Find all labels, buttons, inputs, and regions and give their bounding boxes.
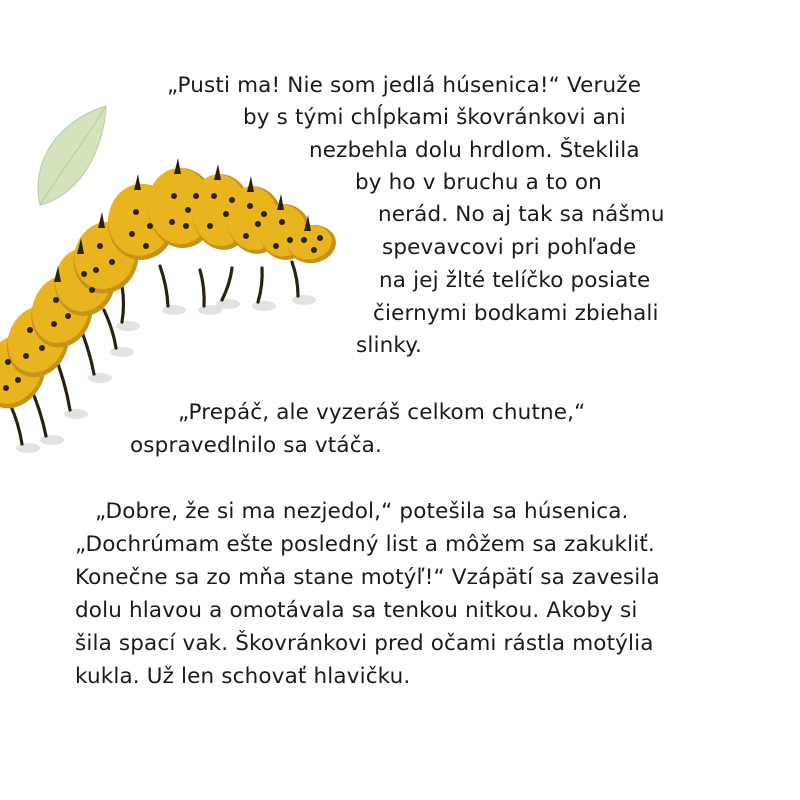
text-line: by ho v bruchu a to on — [355, 170, 602, 195]
caterpillar-illustration — [0, 0, 360, 460]
text-line: na jej žlté telíčko posiate — [379, 268, 651, 293]
text-line: nezbehla dolu hrdlom. Šteklila — [309, 138, 640, 163]
text-line: kukla. Už len schovať hlavičku. — [75, 664, 411, 689]
text-line: by s tými chĺpkami škovránkovi ani — [243, 105, 626, 130]
text-line: dolu hlavou a omotávala sa tenkou nitkou. Akoby si — [75, 598, 638, 623]
text-line: slinky. — [356, 333, 423, 358]
text-line: Konečne sa zo mňa stane motýľ!“ Vzápätí sa zavesila — [75, 565, 660, 590]
text-line: „Pusti ma! Nie som jedlá húsenica!“ Veruže — [167, 73, 642, 98]
text-line: ospravedlnilo sa vtáča. — [130, 433, 382, 458]
text-line: „Dobre, že si ma nezjedol,“ potešila sa húsenica. — [95, 499, 629, 524]
text-line: „Prepáč, ale vyzeráš celkom chutne,“ — [178, 400, 586, 425]
text-line: spevavcovi pri pohľade — [382, 235, 637, 260]
text-line: „Dochrúmam ešte posledný list a môžem sa zakukliť. — [75, 532, 655, 557]
text-line: nerád. No aj tak sa nášmu — [378, 202, 665, 227]
text-line: šila spací vak. Škovránkovi pred očami rástla motýlia — [75, 631, 654, 656]
text-line: čiernymi bodkami zbiehali — [373, 301, 659, 326]
leaf-icon — [38, 106, 106, 205]
